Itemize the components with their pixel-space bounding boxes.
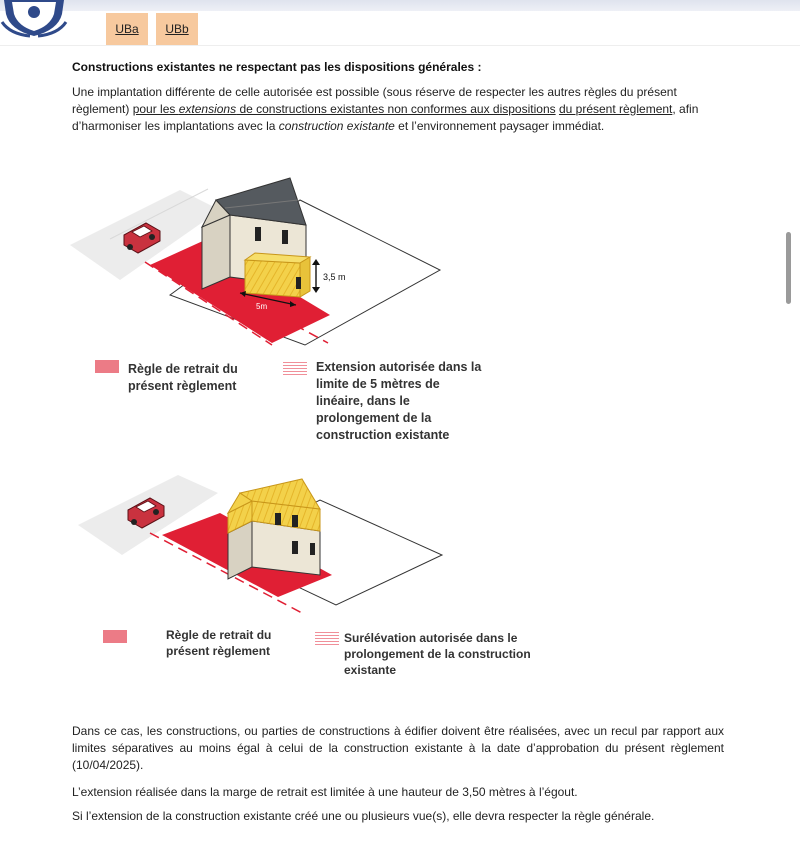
intro-text: Une implantation différente de celle autorisée est possible (sous réserve de respecter les autres règles du présent règlement) xyxy=(72,85,677,116)
legend-swatch-setback-2 xyxy=(103,630,127,643)
extension-volume xyxy=(245,260,300,297)
legend-swatch-setback-1 xyxy=(95,360,119,373)
intro-extensions: extensions xyxy=(178,102,237,116)
top-strip xyxy=(0,0,800,11)
intro-underlined-rest: de constructions existantes non conformes aux dispositions xyxy=(236,102,556,116)
intro-paragraph xyxy=(72,84,732,135)
intro-existing-construction: construction existante xyxy=(278,119,395,133)
intro-text-end: et l’environnement paysager immédiat. xyxy=(394,119,605,133)
legend-setback-label-1: Règle de retrait du présent règlement xyxy=(128,362,238,393)
legend-elevation-label: Surélévation autorisée dans le prolongement de la construction existante xyxy=(344,631,531,677)
body-paragraph-3: Si l’extension de la construction existante créé une ou plusieurs vue(s), elle devra respecter la règle générale. xyxy=(72,809,655,823)
intro-underlined-for: pour les xyxy=(132,102,179,116)
tab-uba[interactable]: UBa xyxy=(106,13,148,45)
legend-setback-label-2: Règle de retrait du présent règlement xyxy=(166,628,272,658)
legend-extension-label: Extension autorisée dans la limite de 5 mètres de linéaire, dans le prolongement de la construction existante xyxy=(316,360,482,442)
body-paragraph-2: L’extension réalisée dans la marge de retrait est limitée à une hauteur de 3,50 mètres à l’égout. xyxy=(72,785,578,799)
extension-diagram xyxy=(60,165,480,355)
width-dimension-label: 5m xyxy=(256,302,268,311)
scrollbar-thumb[interactable] xyxy=(786,232,791,304)
body-paragraph-1: Dans ce cas, les constructions, ou parties de constructions à édifier doivent être réalisées, avec un recul par rapport aux limites séparatives au moins égal à celui de la construction existante à la date d’approbation du présent règlement (10/04/2025). xyxy=(72,724,724,772)
elevation-diagram xyxy=(70,455,470,620)
house xyxy=(202,215,230,289)
legend-swatch-extension xyxy=(283,362,307,375)
intro-underlined-reglement: du présent règlement xyxy=(558,102,673,116)
intro-text-harmonise: , afin d’harmoniser les implantations avec la xyxy=(72,102,699,133)
section-title: Constructions existantes ne respectant pas les dispositions générales : xyxy=(72,60,482,74)
legend-swatch-elevation xyxy=(315,632,339,645)
height-dimension-label: 3,5 m xyxy=(323,272,346,282)
tab-ubb[interactable]: UBb xyxy=(156,13,198,45)
